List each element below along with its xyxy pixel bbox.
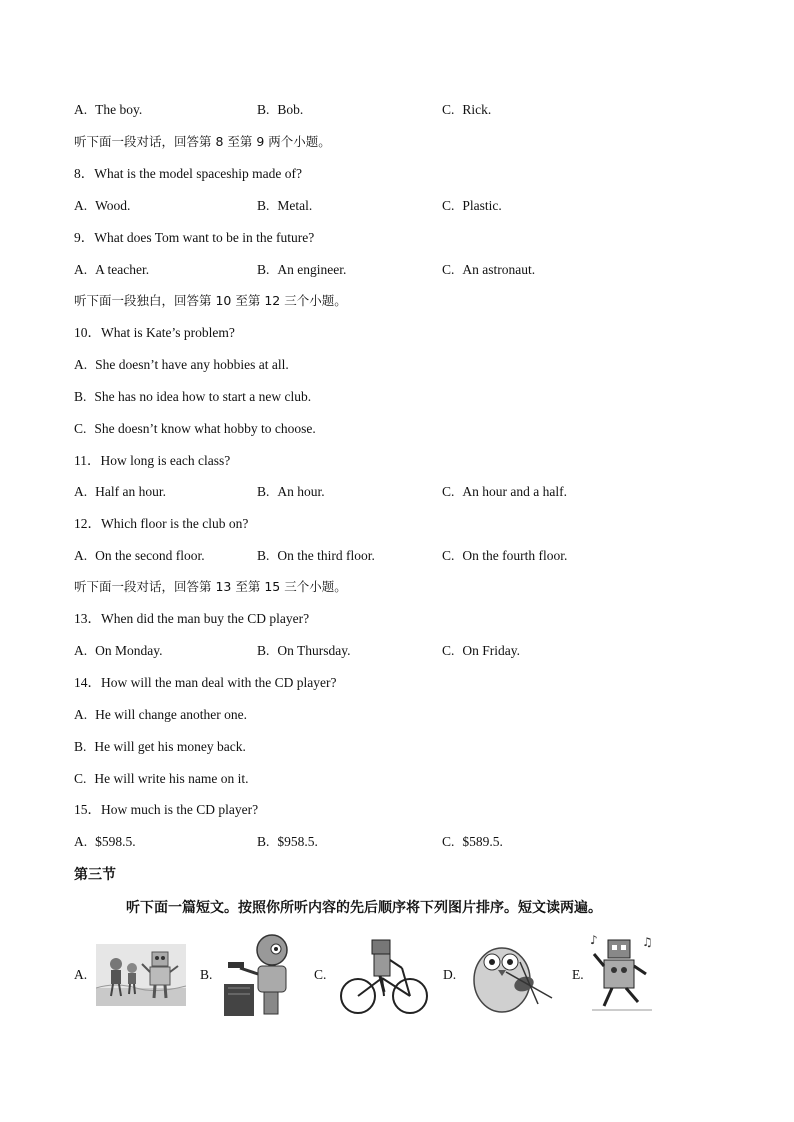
option-label: B. [74, 739, 87, 754]
question-13: 13．When did the man buy the CD player? [74, 611, 310, 626]
option-c [442, 100, 491, 120]
option-a [74, 832, 136, 852]
option-c [442, 260, 535, 280]
option-text: An engineer. [277, 262, 347, 277]
svg-text:♪: ♪ [590, 933, 598, 947]
question-8: 8．What is the model spaceship made of? [74, 166, 302, 181]
option-label: C. [442, 484, 455, 499]
option-text: He will write his name on it. [94, 771, 249, 786]
option-label: B. [257, 198, 270, 213]
instruction-monologue-10-12: 听下面一段独白，回答第 10 至第 12 三个小题。 [74, 293, 347, 308]
option-row-q10-c [74, 419, 316, 439]
question-12: 12．Which floor is the club on? [74, 516, 249, 531]
option-row-q10-a [74, 355, 289, 375]
picture-label-c: C. [314, 967, 327, 982]
option-text: He will get his money back. [94, 739, 246, 754]
option-row-q14-b [74, 737, 246, 757]
option-text: She has no idea how to start a new club. [94, 389, 312, 404]
option-text: On the third floor. [277, 548, 375, 563]
option-a [74, 641, 163, 661]
option-label: C. [442, 643, 455, 658]
option-text: Wood. [95, 198, 131, 213]
question-10: 10．What is Kate’s problem? [74, 325, 235, 340]
option-label: A. [74, 357, 88, 372]
option-b [257, 482, 325, 502]
option-text: $589.5. [462, 834, 503, 849]
option-c [442, 196, 502, 216]
option-label: A. [74, 262, 88, 277]
option-row-q14-c [74, 769, 249, 789]
instruction-dialogue-8-9: 听下面一段对话，回答第 8 至第 9 两个小题。 [74, 134, 331, 149]
option-label: A. [74, 102, 88, 117]
option-label: B. [257, 484, 270, 499]
option-text: On Thursday. [277, 643, 351, 658]
option-b [257, 196, 312, 216]
question-9: 9．What does Tom want to be in the future? [74, 230, 315, 245]
robot-cooking-picture [222, 932, 298, 1018]
option-label: A. [74, 707, 88, 722]
option-label: B. [257, 548, 270, 563]
option-label: B. [257, 643, 270, 658]
option-label: A. [74, 198, 88, 213]
children-and-robot-picture [96, 944, 186, 1006]
option-label: B. [257, 102, 270, 117]
option-label: C. [442, 102, 455, 117]
option-b [257, 260, 346, 280]
option-label: C. [74, 771, 87, 786]
option-a [74, 546, 205, 566]
picture-label-a: A. [74, 967, 88, 982]
option-text: She doesn’t have any hobbies at all. [95, 357, 289, 372]
option-text: Bob. [277, 102, 304, 117]
question-14: 14．How will the man deal with the CD player? [74, 675, 337, 690]
option-label: C. [442, 262, 455, 277]
option-text: On Friday. [462, 643, 521, 658]
picture-row [74, 930, 674, 1020]
option-text: On the second floor. [95, 548, 205, 563]
option-text: A teacher. [95, 262, 150, 277]
option-row-q14-a [74, 705, 247, 725]
option-text: An hour and a half. [462, 484, 567, 499]
picture-label-b: B. [200, 967, 213, 982]
option-label: B. [257, 834, 270, 849]
picture-label-e: E. [572, 967, 584, 982]
option-label: C. [442, 198, 455, 213]
option-c [442, 832, 503, 852]
robot-riding-bicycle-picture [338, 932, 430, 1018]
option-label: A. [74, 484, 88, 499]
option-text: Half an hour. [95, 484, 166, 499]
option-text: Rick. [462, 102, 492, 117]
section-title: 第三节 [74, 867, 116, 883]
option-c [442, 641, 520, 661]
option-text: An astronaut. [462, 262, 536, 277]
option-row-q10-b [74, 387, 311, 407]
option-label: A. [74, 643, 88, 658]
picture-label-d: D. [443, 967, 457, 982]
option-text: She doesn’t know what hobby to choose. [94, 421, 316, 436]
option-text: Metal. [277, 198, 313, 213]
option-text: Plastic. [462, 198, 502, 213]
option-label: C. [442, 548, 455, 563]
option-c [442, 482, 567, 502]
svg-text:♫: ♫ [642, 935, 653, 949]
option-a [74, 260, 149, 280]
option-label: B. [257, 262, 270, 277]
question-11: 11．How long is each class? [74, 453, 231, 468]
option-a [74, 482, 166, 502]
robot-playing-violin-picture [466, 932, 556, 1018]
option-text: He will change another one. [95, 707, 247, 722]
section-instruction: 听下面一篇短文。按照你所听内容的先后顺序将下列图片排序。短文读两遍。 [126, 900, 602, 916]
option-label: A. [74, 548, 88, 563]
option-label: A. [74, 834, 88, 849]
option-a [74, 196, 130, 216]
question-15: 15．How much is the CD player? [74, 802, 259, 817]
option-text: On the fourth floor. [462, 548, 568, 563]
option-c [442, 546, 567, 566]
option-label: B. [74, 389, 87, 404]
option-text: An hour. [277, 484, 325, 499]
robot-dancing-picture [586, 930, 658, 1016]
option-b [257, 832, 318, 852]
option-text: The boy. [95, 102, 143, 117]
option-label: C. [74, 421, 87, 436]
option-b [257, 641, 351, 661]
instruction-dialogue-13-15: 听下面一段对话，回答第 13 至第 15 三个小题。 [74, 579, 347, 594]
option-text: $958.5. [277, 834, 318, 849]
option-text: $598.5. [95, 834, 136, 849]
option-b [257, 546, 375, 566]
option-a [74, 100, 142, 120]
option-text: On Monday. [95, 643, 163, 658]
option-b [257, 100, 303, 120]
option-label: C. [442, 834, 455, 849]
